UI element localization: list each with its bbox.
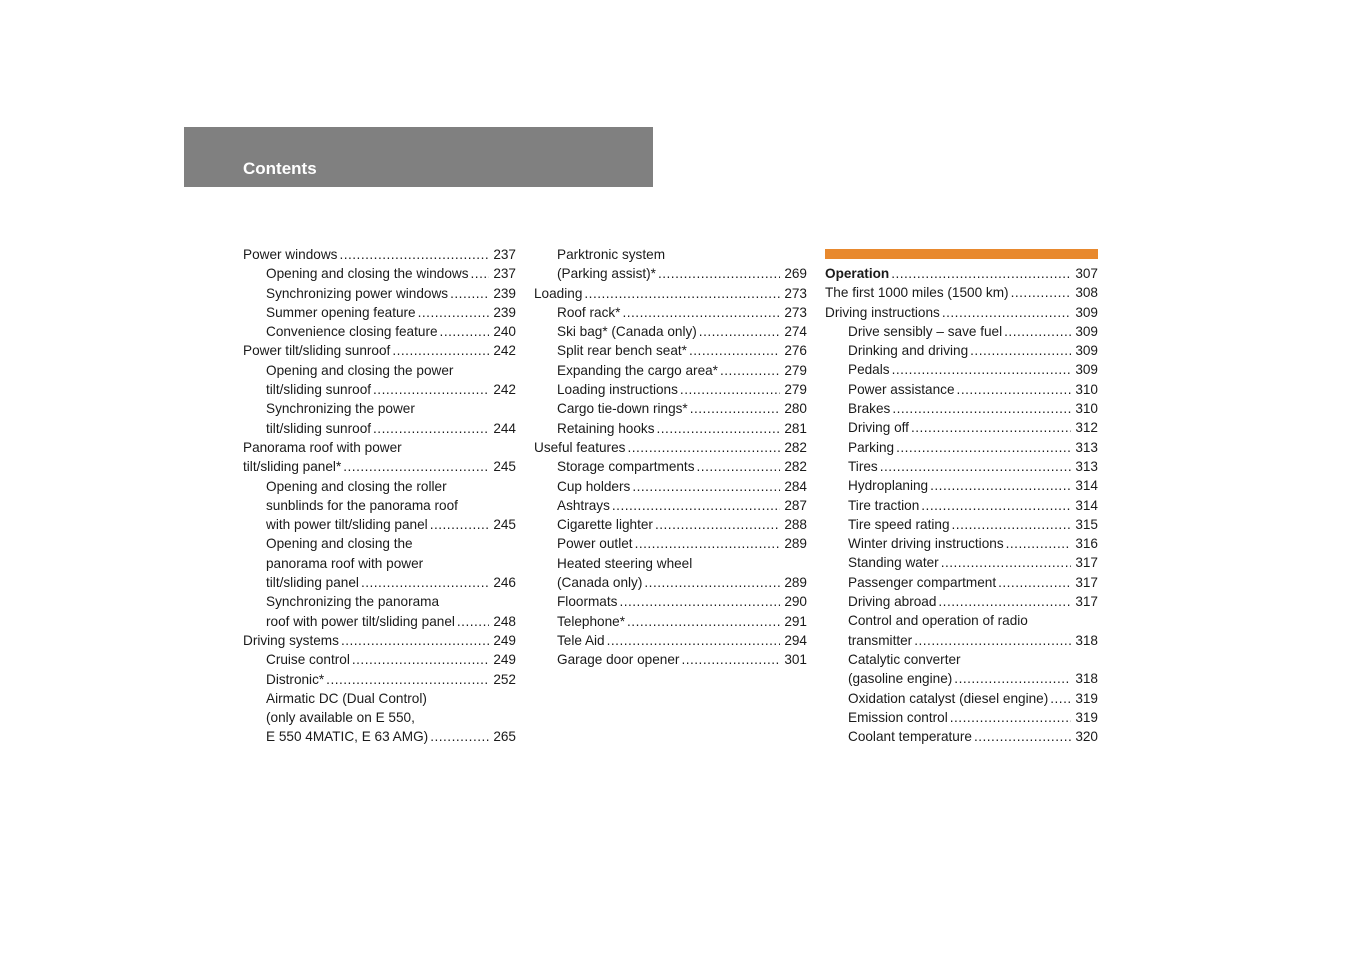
toc-entry[interactable] — [825, 360, 1098, 379]
toc-entry-title: panorama roof with power — [266, 555, 424, 571]
toc-page-number: 282 — [784, 459, 807, 475]
section-accent-bar — [825, 249, 1098, 259]
toc-entry[interactable] — [534, 457, 807, 476]
dot-leader — [681, 650, 780, 669]
toc-entry-title: Summer opening feature — [266, 304, 416, 320]
dot-leader — [690, 399, 780, 418]
toc-entry[interactable] — [243, 245, 516, 264]
toc-entry-title: Storage compartments — [557, 459, 695, 475]
dot-leader — [352, 650, 489, 669]
toc-page-number: 309 — [1075, 323, 1098, 339]
toc-page-number: 289 — [784, 575, 807, 591]
toc-entry[interactable] — [534, 650, 807, 669]
toc-entry-title: Passenger compartment — [848, 574, 997, 590]
dot-leader — [635, 534, 780, 553]
toc-entry[interactable] — [534, 496, 807, 515]
dot-leader — [680, 380, 780, 399]
toc-entry[interactable] — [825, 303, 1098, 322]
dot-leader — [450, 284, 489, 303]
dot-leader — [892, 399, 1071, 418]
toc-page-number: 317 — [1075, 594, 1098, 610]
toc-page-number: 237 — [493, 266, 516, 282]
toc-entry[interactable] — [534, 264, 807, 283]
dot-leader — [880, 457, 1071, 476]
toc-entry[interactable] — [243, 534, 516, 553]
toc-entry-title: tilt/sliding sunroof — [266, 382, 372, 398]
dot-leader — [1011, 283, 1071, 302]
toc-entry-title: Power assistance — [848, 381, 955, 397]
toc-entry-title: Power tilt/sliding sunroof — [243, 343, 391, 359]
dot-leader — [957, 380, 1071, 399]
toc-entry[interactable] — [825, 457, 1098, 476]
toc-entry[interactable] — [825, 650, 1098, 669]
toc-entry[interactable] — [243, 322, 516, 341]
toc-page-number: 309 — [1075, 304, 1098, 320]
toc-entry-title: Emission control — [848, 709, 948, 725]
toc-entry-title: Airmatic DC (Dual Control) — [266, 690, 427, 706]
dot-leader — [954, 669, 1071, 688]
toc-entry[interactable] — [534, 303, 807, 322]
toc-entry-title: Opening and closing the roller — [266, 478, 447, 494]
toc-page-number: 282 — [784, 439, 807, 455]
toc-entry[interactable] — [243, 399, 516, 418]
toc-entry-title: Garage door opener — [557, 652, 680, 668]
toc-entry-title: Telephone* — [557, 613, 626, 629]
toc-entry-title: Split rear bench seat* — [557, 343, 687, 359]
toc-page-number: 239 — [493, 285, 516, 301]
toc-entry-title: Cup holders — [557, 478, 631, 494]
toc-page-number: 317 — [1075, 574, 1098, 590]
toc-entry-title: Parking — [848, 439, 895, 455]
toc-page-number: 269 — [784, 266, 807, 282]
toc-entry[interactable] — [243, 457, 516, 476]
dot-leader — [921, 496, 1071, 515]
toc-entry[interactable] — [534, 380, 807, 399]
toc-entry-title: (gasoline engine) — [848, 671, 953, 687]
toc-entry-title: Oxidation catalyst (diesel engine) — [848, 690, 1049, 706]
toc-entry[interactable] — [534, 592, 807, 611]
toc-page-number: 309 — [1075, 343, 1098, 359]
toc-page-number: 308 — [1075, 285, 1098, 301]
dot-leader — [632, 477, 780, 496]
dot-leader — [950, 708, 1071, 727]
toc-entry-title: Pedals — [848, 362, 890, 378]
toc-page-number: 319 — [1075, 690, 1098, 706]
toc-entry-title: Drinking and driving — [848, 343, 969, 359]
toc-page-number: 245 — [493, 459, 516, 475]
toc-entry-title: Loading — [534, 285, 583, 301]
dot-leader — [607, 631, 780, 650]
toc-entry[interactable] — [243, 284, 516, 303]
toc-entry-title: sunblinds for the panorama roof — [266, 497, 458, 513]
dot-leader — [911, 418, 1071, 437]
toc-page-number: 245 — [493, 517, 516, 533]
toc-entry-title: The first 1000 miles (1500 km) — [825, 285, 1009, 301]
toc-entry-title: Heated steering wheel — [557, 555, 693, 571]
dot-leader — [930, 476, 1071, 495]
toc-page-number: 249 — [493, 632, 516, 648]
toc-entry[interactable] — [825, 496, 1098, 515]
dot-leader — [373, 419, 489, 438]
toc-entry-title: Panorama roof with power — [243, 439, 402, 455]
toc-entry[interactable] — [243, 689, 516, 708]
toc-page-number: 244 — [493, 420, 516, 436]
dot-leader — [896, 438, 1071, 457]
toc-page-number: 273 — [784, 304, 807, 320]
toc-entry-title: Cigarette lighter — [557, 517, 653, 533]
toc-entry-title: (Parking assist)* — [557, 266, 656, 282]
toc-entry[interactable] — [243, 612, 516, 631]
toc-entry[interactable] — [825, 573, 1098, 592]
toc-page-number: 284 — [784, 478, 807, 494]
toc-entry-title: Distronic* — [266, 671, 325, 687]
toc-entry[interactable] — [534, 631, 807, 650]
toc-page-number: 265 — [493, 729, 516, 745]
toc-entry-title: Cruise control — [266, 652, 350, 668]
toc-entry[interactable] — [243, 670, 516, 689]
toc-page-number: 315 — [1075, 516, 1098, 532]
dot-leader — [892, 360, 1071, 379]
toc-entry-title: Power windows — [243, 247, 338, 262]
dot-leader — [998, 573, 1071, 592]
toc-entry[interactable] — [243, 592, 516, 611]
toc-page-number: 281 — [784, 420, 807, 436]
toc-entry-title: E 550 4MATIC, E 63 AMG) — [266, 729, 429, 745]
dot-leader — [612, 496, 780, 515]
toc-page-number: 318 — [1075, 632, 1098, 648]
toc-page-number: 287 — [784, 497, 807, 513]
toc-entry[interactable] — [243, 554, 516, 573]
toc-entry-title: Driving off — [848, 420, 909, 436]
toc-entry[interactable] — [243, 361, 516, 380]
dot-leader — [697, 457, 780, 476]
toc-entry[interactable] — [825, 283, 1098, 302]
toc-entry[interactable] — [825, 264, 1098, 283]
toc-entry-title: Roof rack* — [557, 304, 621, 320]
toc-entry[interactable] — [825, 476, 1098, 495]
dot-leader — [341, 631, 489, 650]
dot-leader — [430, 727, 489, 746]
toc-entry-title: Ski bag* (Canada only) — [557, 324, 697, 340]
dot-leader — [938, 592, 1071, 611]
toc-entry[interactable] — [825, 380, 1098, 399]
toc-entry[interactable] — [534, 554, 807, 573]
toc-entry[interactable] — [825, 438, 1098, 457]
toc-page-number: 248 — [493, 613, 516, 629]
dot-leader — [619, 592, 780, 611]
toc-entry[interactable] — [825, 515, 1098, 534]
toc-page-number: 280 — [784, 401, 807, 417]
toc-entry[interactable] — [243, 708, 516, 727]
toc-page-number: 312 — [1075, 420, 1098, 436]
toc-page-number: 249 — [493, 652, 516, 668]
toc-page-number: 279 — [784, 382, 807, 398]
toc-entry[interactable] — [243, 477, 516, 496]
toc-page-number: 301 — [784, 652, 807, 668]
toc-page-number: 242 — [493, 343, 516, 359]
toc-page-number: 313 — [1075, 439, 1098, 455]
toc-page-number: 289 — [784, 536, 807, 552]
dot-leader — [430, 515, 489, 534]
dot-leader — [974, 727, 1071, 746]
toc-entry-title: Driving systems — [243, 632, 339, 648]
dot-leader — [655, 515, 780, 534]
toc-entry[interactable] — [825, 689, 1098, 708]
toc-entry[interactable] — [534, 534, 807, 553]
page-title: Contents — [243, 159, 317, 178]
toc-entry[interactable] — [243, 727, 516, 746]
toc-entry[interactable] — [243, 631, 516, 650]
toc-entry[interactable] — [243, 303, 516, 322]
toc-entry-title: Brakes — [848, 401, 891, 417]
toc-entry-title: with power tilt/sliding panel — [266, 517, 428, 533]
dot-leader — [942, 303, 1071, 322]
toc-column-1 — [243, 245, 516, 747]
toc-entry-title: (only available on E 550, — [266, 710, 415, 726]
toc-entry-title: Ashtrays — [557, 497, 610, 513]
dot-leader — [941, 553, 1071, 572]
toc-page-number: 307 — [1075, 266, 1098, 281]
toc-page-number: 246 — [493, 575, 516, 591]
dot-leader — [457, 612, 489, 631]
toc-page-number: 242 — [493, 382, 516, 398]
toc-entry-title: Catalytic converter — [848, 651, 961, 667]
toc-entry-title: Tire speed rating — [848, 516, 950, 532]
dot-leader — [970, 341, 1071, 360]
toc-page-number: 317 — [1075, 555, 1098, 571]
toc-entry[interactable] — [534, 361, 807, 380]
toc-entry[interactable] — [825, 611, 1098, 630]
toc-entry-title: Convenience closing feature — [266, 324, 438, 340]
toc-entry[interactable] — [825, 727, 1098, 746]
toc-entry[interactable] — [534, 341, 807, 360]
toc-entry-title: Loading instructions — [557, 382, 678, 398]
toc-page-number: 310 — [1075, 381, 1098, 397]
toc-page-number: 291 — [784, 613, 807, 629]
toc-entry-title: (Canada only) — [557, 575, 643, 591]
toc-page-number: 314 — [1075, 497, 1098, 513]
toc-page-number: 274 — [784, 324, 807, 340]
toc-entry-title: Driving abroad — [848, 594, 937, 610]
toc-entry-title: Expanding the cargo area* — [557, 362, 718, 378]
toc-entry-title: Synchronizing power windows — [266, 285, 449, 301]
toc-entry-title: Cargo tie-down rings* — [557, 401, 688, 417]
header-bar — [184, 127, 653, 187]
toc-entry-title: Driving instructions — [825, 304, 940, 320]
toc-entry-title: Opening and closing the power — [266, 362, 454, 378]
dot-leader — [627, 438, 780, 457]
toc-entry-title: tilt/sliding panel — [266, 575, 359, 591]
toc-column-3 — [825, 264, 1098, 746]
toc-page-number: 320 — [1075, 729, 1098, 745]
toc-entry[interactable] — [243, 496, 516, 515]
toc-page-number: 294 — [784, 632, 807, 648]
toc-entry-title: Synchronizing the power — [266, 401, 415, 417]
toc-page-number: 316 — [1075, 536, 1098, 552]
toc-entry[interactable] — [825, 534, 1098, 553]
toc-entry[interactable] — [243, 264, 516, 283]
toc-page-number: 310 — [1075, 401, 1098, 417]
toc-entry-title: Opening and closing the windows — [266, 266, 469, 282]
dot-leader — [339, 245, 489, 264]
toc-entry-title: Opening and closing the — [266, 536, 413, 552]
dot-leader — [627, 612, 780, 631]
toc-entry[interactable] — [825, 553, 1098, 572]
dot-leader — [343, 457, 489, 476]
toc-page-number: 290 — [784, 594, 807, 610]
toc-entry-title: tilt/sliding sunroof — [266, 420, 372, 436]
toc-entry[interactable] — [534, 515, 807, 534]
toc-entry[interactable] — [534, 284, 807, 303]
toc-page-number: 276 — [784, 343, 807, 359]
dot-leader — [720, 361, 780, 380]
dot-leader — [952, 515, 1071, 534]
dot-leader — [418, 303, 489, 322]
dot-leader — [584, 284, 780, 303]
dot-leader — [471, 264, 489, 283]
toc-entry[interactable] — [825, 399, 1098, 418]
toc-entry[interactable] — [825, 418, 1098, 437]
toc-entry-title: Tire traction — [848, 497, 920, 513]
toc-entry[interactable] — [243, 438, 516, 457]
toc-entry[interactable] — [534, 438, 807, 457]
toc-entry[interactable] — [534, 573, 807, 592]
toc-entry[interactable] — [243, 341, 516, 360]
toc-entry-title: Coolant temperature — [848, 729, 972, 745]
toc-page-number: 237 — [493, 247, 516, 262]
dot-leader — [699, 322, 780, 341]
toc-entry[interactable] — [243, 380, 516, 399]
toc-column-2 — [534, 245, 807, 670]
toc-entry[interactable] — [534, 322, 807, 341]
toc-entry[interactable] — [243, 573, 516, 592]
dot-leader — [622, 303, 780, 322]
toc-entry-title: Drive sensibly – save fuel — [848, 323, 1003, 339]
dot-leader — [689, 341, 780, 360]
dot-leader — [644, 573, 780, 592]
toc-entry[interactable] — [825, 341, 1098, 360]
toc-page-number: 252 — [493, 671, 516, 687]
toc-entry[interactable] — [825, 592, 1098, 611]
toc-entry[interactable] — [534, 399, 807, 418]
toc-page-number: 288 — [784, 517, 807, 533]
toc-entry[interactable] — [534, 612, 807, 631]
toc-entry[interactable] — [534, 477, 807, 496]
toc-page-number: 318 — [1075, 671, 1098, 687]
toc-entry-title: Control and operation of radio — [848, 613, 1028, 629]
toc-entry[interactable] — [534, 245, 807, 264]
toc-page-number: 313 — [1075, 458, 1098, 474]
toc-entry-title: Operation — [825, 266, 890, 281]
toc-page-number: 239 — [493, 304, 516, 320]
toc-entry[interactable] — [243, 515, 516, 534]
toc-entry-title: Retaining hooks — [557, 420, 655, 436]
toc-entry[interactable] — [825, 708, 1098, 727]
dot-leader — [657, 419, 781, 438]
dot-leader — [373, 380, 489, 399]
dot-leader — [914, 631, 1071, 650]
toc-entry-title: Useful features — [534, 439, 626, 455]
toc-entry[interactable] — [825, 669, 1098, 688]
toc-entry-title: Synchronizing the panorama — [266, 594, 440, 610]
toc-entry-title: Floormats — [557, 594, 618, 610]
toc-entry[interactable] — [243, 419, 516, 438]
toc-page-number: 273 — [784, 285, 807, 301]
toc-page-number: 319 — [1075, 709, 1098, 725]
toc-entry-title: Power outlet — [557, 536, 633, 552]
dot-leader — [361, 573, 489, 592]
toc-entry-title: transmitter — [848, 632, 913, 648]
dot-leader — [1050, 689, 1071, 708]
toc-page-number: 309 — [1075, 362, 1098, 378]
toc-entry-title: Tele Aid — [557, 632, 605, 648]
dot-leader — [1006, 534, 1071, 553]
toc-entry-title: Standing water — [848, 555, 939, 571]
dot-leader — [891, 264, 1071, 283]
dot-leader — [440, 322, 489, 341]
toc-entry[interactable] — [534, 419, 807, 438]
toc-entry-title: Winter driving instructions — [848, 536, 1004, 552]
toc-entry-title: Parktronic system — [557, 247, 666, 262]
toc-page-number: 279 — [784, 362, 807, 378]
toc-entry-title: roof with power tilt/sliding panel — [266, 613, 455, 629]
toc-entry[interactable] — [825, 631, 1098, 650]
toc-entry[interactable] — [825, 322, 1098, 341]
toc-page-number: 314 — [1075, 478, 1098, 494]
dot-leader — [658, 264, 780, 283]
toc-page-number: 240 — [493, 324, 516, 340]
toc-entry-title: tilt/sliding panel* — [243, 459, 342, 475]
dot-leader — [326, 670, 489, 689]
toc-entry-title: Hydroplaning — [848, 478, 929, 494]
toc-entry[interactable] — [243, 650, 516, 669]
dot-leader — [392, 341, 489, 360]
toc-entry-title: Tires — [848, 458, 878, 474]
dot-leader — [1004, 322, 1071, 341]
